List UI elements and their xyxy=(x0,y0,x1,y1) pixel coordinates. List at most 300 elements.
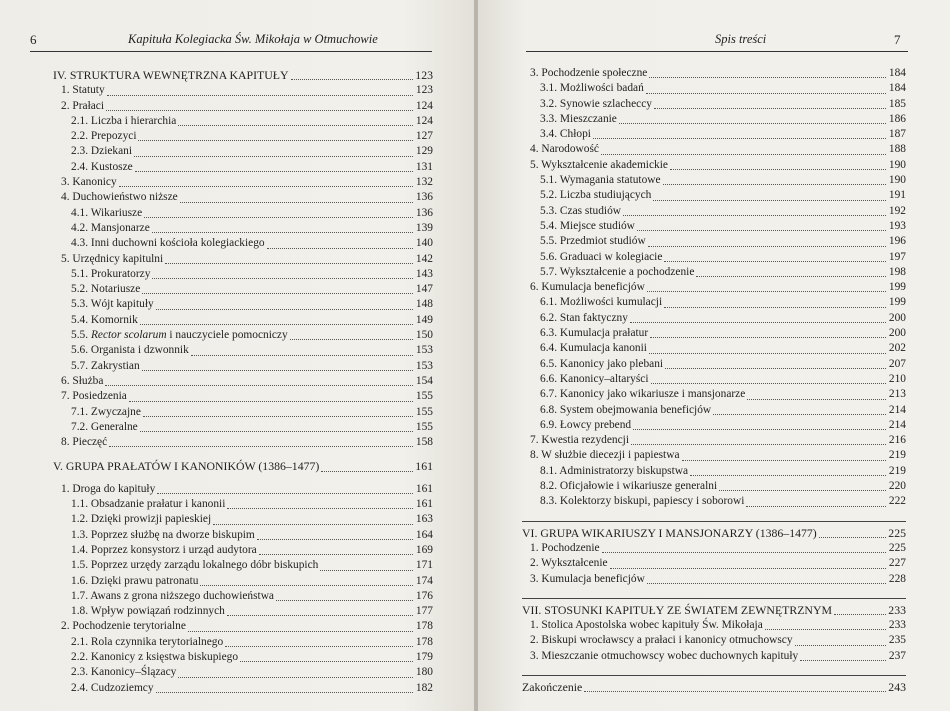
toc-page-number: 192 xyxy=(888,204,906,217)
dot-leader xyxy=(191,355,413,356)
toc-entry xyxy=(522,326,906,341)
toc-entry-label: 1.3. Poprzez służbę na dworze biskupim xyxy=(71,528,255,541)
toc-page-number: 220 xyxy=(888,480,906,493)
left-page xyxy=(0,0,474,711)
dot-leader xyxy=(647,291,886,292)
toc-page-number: 222 xyxy=(888,495,906,508)
toc-spacer xyxy=(522,510,906,519)
toc-page-number: 184 xyxy=(888,67,906,79)
dot-leader xyxy=(719,490,886,491)
dot-leader xyxy=(646,93,886,94)
toc-section-entry xyxy=(522,526,906,541)
toc-page-number: 161 xyxy=(415,459,433,474)
dot-leader xyxy=(178,677,413,678)
toc-entry xyxy=(522,204,906,219)
dot-leader xyxy=(795,645,886,646)
dot-leader xyxy=(834,614,886,615)
toc-entry-label: 7.2. Generalne xyxy=(71,420,138,433)
toc-entry xyxy=(53,482,433,497)
toc-page-number: 202 xyxy=(888,342,906,355)
toc-entry-label: 7.1. Zwyczajne xyxy=(71,405,141,418)
toc-entry-label-prefix: 5.5. xyxy=(71,329,91,342)
toc-entry xyxy=(522,127,906,142)
left-running-header xyxy=(0,32,474,50)
toc-entry xyxy=(53,635,433,650)
toc-entry-label: 6.3. Kumulacja prałatur xyxy=(540,327,649,340)
toc-entry xyxy=(522,66,906,81)
dot-leader xyxy=(152,278,413,279)
dot-leader xyxy=(227,615,413,616)
toc-spacer xyxy=(522,587,906,596)
dot-leader xyxy=(200,585,413,586)
toc-page-number: 132 xyxy=(415,176,433,189)
toc-page-number: 158 xyxy=(415,436,433,449)
toc-entry-label: 5.2. Liczba studiujących xyxy=(540,189,652,202)
right-running-header xyxy=(478,32,950,50)
toc-page-number: 153 xyxy=(415,344,433,357)
toc-entry xyxy=(522,112,906,127)
dot-leader xyxy=(142,370,413,371)
toc-entry xyxy=(53,282,433,297)
dot-leader xyxy=(584,691,886,692)
toc-entry xyxy=(522,265,906,280)
toc-entry xyxy=(522,250,906,265)
dot-leader xyxy=(213,524,413,525)
toc-entry xyxy=(53,528,433,543)
toc-entry-label: 5. Wykształcenie akademickie xyxy=(530,158,668,171)
toc-entry xyxy=(522,433,906,448)
dot-leader xyxy=(649,77,886,78)
toc-entry-label: 2.1. Liczba i hierarchia xyxy=(71,114,177,127)
dot-leader xyxy=(648,246,886,247)
dot-leader xyxy=(663,184,886,185)
toc-spacer xyxy=(53,450,433,459)
right-page xyxy=(478,0,950,711)
dot-leader xyxy=(690,475,886,476)
toc-entry-label: 5.6. Organista i dzwonnik xyxy=(71,344,189,357)
toc-entry-label: 6.4. Kumulacja kanonii xyxy=(540,342,647,355)
toc-entry xyxy=(53,83,433,98)
toc-page-number: 213 xyxy=(888,388,906,401)
toc-entry-label: 3. Kumulacja beneficjów xyxy=(530,572,645,585)
toc-entry-label: 8.3. Kolektorzy biskupi, papiescy i soborowi xyxy=(540,495,745,508)
toc-page-number: 178 xyxy=(415,620,433,633)
toc-page-number: 149 xyxy=(415,313,433,326)
toc-entry-label: 2. Pochodzenie terytorialne xyxy=(61,620,186,633)
dot-leader xyxy=(602,552,886,553)
toc-entry xyxy=(522,479,906,494)
toc-page-number: 123 xyxy=(415,68,433,82)
dot-leader xyxy=(682,460,886,461)
toc-page-number: 178 xyxy=(415,635,433,648)
dot-leader xyxy=(156,309,413,310)
toc-entry-label: 2. Prałaci xyxy=(61,99,105,112)
toc-entry xyxy=(53,267,433,282)
toc-page-number: 200 xyxy=(888,327,906,340)
dot-leader xyxy=(144,217,413,218)
toc-entry-label: 3. Mieszczanie otmuchowscy wobec duchownych kapituły xyxy=(530,649,799,662)
toc-entry-label: 2.2. Kanonicy z księstwa biskupiego xyxy=(71,650,239,663)
toc-entry-label: 1.4. Poprzez konsystorz i urząd audytora xyxy=(71,543,257,556)
toc-page-number: 225 xyxy=(888,525,906,540)
dot-leader xyxy=(321,471,413,472)
dot-leader xyxy=(610,568,886,569)
toc-entry-label: 5.7. Wykształcenie a pochodzenie xyxy=(540,265,695,278)
toc-entry-label: 2.1. Rola czynnika terytorialnego xyxy=(71,635,224,648)
toc-entry-label: 2. Wykształcenie xyxy=(530,557,608,570)
toc-page-number: 147 xyxy=(415,283,433,296)
toc-page-number: 214 xyxy=(888,403,906,416)
toc-entry-label: 8.1. Administratorzy biskupstwa xyxy=(540,464,689,477)
toc-page-number: 136 xyxy=(415,191,433,204)
dot-leader xyxy=(180,202,413,203)
dot-leader xyxy=(630,322,886,323)
dot-leader xyxy=(650,337,886,338)
toc-entry xyxy=(53,313,433,328)
toc-entry-label: IV. STRUKTURA WEWNĘTRZNA KAPITUŁY xyxy=(53,68,289,82)
toc-entry xyxy=(522,234,906,249)
toc-page-number: 142 xyxy=(415,252,433,265)
toc-entry xyxy=(53,389,433,404)
toc-entry-label: 1. Pochodzenie xyxy=(530,541,600,554)
toc-entry-label: 6.9. Łowcy prebend xyxy=(540,418,632,431)
toc-entry-label: 1.7. Awans z grona niższego duchowieństwa xyxy=(71,589,274,602)
toc-entry-label: 8. W służbie diecezji i papiestwa xyxy=(530,449,680,462)
dot-leader xyxy=(819,537,886,538)
toc-entry-label: 6.6. Kanonicy–altaryści xyxy=(540,372,649,385)
dot-leader xyxy=(651,383,887,384)
toc-entry xyxy=(53,160,433,175)
toc-entry xyxy=(53,589,433,604)
toc-entry xyxy=(53,236,433,251)
toc-entry-label: 1. Statuty xyxy=(61,84,105,97)
toc-entry xyxy=(522,219,906,234)
toc-page-number: 131 xyxy=(415,160,433,173)
toc-page-number: 190 xyxy=(888,158,906,171)
toc-entry xyxy=(53,619,433,634)
toc-entry xyxy=(53,512,433,527)
toc-spacer xyxy=(53,475,433,482)
toc-section-entry xyxy=(522,603,906,618)
toc-entry-label: 4. Duchowieństwo niższe xyxy=(61,191,178,204)
toc-page-number: 129 xyxy=(415,145,433,158)
toc-entry xyxy=(53,297,433,312)
toc-section-entry xyxy=(522,680,906,695)
section-divider xyxy=(522,675,906,676)
toc-entry-label: 5.7. Zakrystian xyxy=(71,359,140,372)
toc-entry xyxy=(53,144,433,159)
dot-leader xyxy=(119,186,413,187)
dot-leader xyxy=(225,646,413,647)
toc-page-number: 216 xyxy=(888,434,906,447)
toc-entry xyxy=(522,295,906,310)
dot-leader xyxy=(259,554,413,555)
toc-entry-label: 5.3. Czas studiów xyxy=(540,204,621,217)
toc-entry-label: 1. Stolica Apostolska wobec kapituły Św. Mikołaja xyxy=(530,619,763,632)
toc-page-number: 185 xyxy=(888,97,906,110)
toc-page-number: 186 xyxy=(888,112,906,125)
dot-leader xyxy=(747,399,886,400)
dot-leader xyxy=(746,506,886,507)
toc-entry xyxy=(522,97,906,112)
toc-page-number: 227 xyxy=(888,557,906,570)
dot-leader xyxy=(140,324,413,325)
dot-leader xyxy=(765,629,886,630)
dot-leader xyxy=(152,232,413,233)
toc-page-number: 196 xyxy=(888,235,906,248)
toc-entry-label: 2. Biskupi wrocławscy a prałaci i kanonicy otmuchowscy xyxy=(530,634,793,647)
toc-page-number: 136 xyxy=(415,206,433,219)
toc-entry xyxy=(522,633,906,648)
toc-spacer xyxy=(522,664,906,673)
toc-entry-label: 4. Narodowość xyxy=(530,143,599,156)
toc-page-number: 214 xyxy=(888,418,906,431)
toc-page-number: 184 xyxy=(888,82,906,95)
toc-page-number: 148 xyxy=(415,298,433,311)
toc-page-number: 155 xyxy=(415,390,433,403)
toc-page-number: 140 xyxy=(415,237,433,250)
dot-leader xyxy=(257,539,413,540)
toc-page-number: 233 xyxy=(888,619,906,632)
dot-leader xyxy=(240,661,413,662)
toc-entry-label: 5.1. Wymagania statutowe xyxy=(540,174,661,187)
toc-entry xyxy=(522,403,906,418)
dot-leader xyxy=(647,583,886,584)
toc-page-number: 155 xyxy=(415,405,433,418)
toc-page-number: 190 xyxy=(888,174,906,187)
toc-page-number: 153 xyxy=(415,359,433,372)
toc-entry-label: Zakończenie xyxy=(522,679,583,694)
toc-entry-label: 5.6. Graduaci w kolegiacie xyxy=(540,250,663,263)
toc-page-number: 139 xyxy=(415,221,433,234)
toc-entry xyxy=(53,374,433,389)
toc-page-number: 164 xyxy=(415,528,433,541)
toc-page-number: 155 xyxy=(415,420,433,433)
toc-entry-label: 6.2. Stan faktyczny xyxy=(540,311,628,324)
toc-entry-label-italic: Rector scolarum xyxy=(90,329,167,342)
toc-entry-label: VII. STOSUNKI KAPITUŁY ZE ŚWIATEM ZEWNĘTRZNYM xyxy=(522,602,832,617)
dot-leader xyxy=(291,79,414,80)
dot-leader xyxy=(140,431,413,432)
page-number: 7 xyxy=(894,32,901,47)
toc-entry xyxy=(522,188,906,203)
toc-entry xyxy=(522,81,906,96)
dot-leader xyxy=(157,493,413,494)
toc-entry xyxy=(522,556,906,571)
toc-page-number: 176 xyxy=(415,589,433,602)
dot-leader xyxy=(188,631,413,632)
toc-entry-label: 2.3. Dziekani xyxy=(71,145,133,158)
toc-page-number: 161 xyxy=(415,482,433,495)
dot-leader xyxy=(665,368,886,369)
toc-page-number: 154 xyxy=(415,374,433,387)
toc-entry xyxy=(522,158,906,173)
toc-section-entry xyxy=(53,459,433,474)
toc-page-number: 199 xyxy=(888,296,906,309)
toc-page-number: 127 xyxy=(415,130,433,143)
toc-entry xyxy=(522,464,906,479)
dot-leader xyxy=(800,660,886,661)
toc-page-number: 171 xyxy=(415,559,433,572)
toc-page-number: 187 xyxy=(888,128,906,141)
toc-entry xyxy=(522,142,906,157)
dot-leader xyxy=(138,140,413,141)
toc-page-number: 228 xyxy=(888,572,906,585)
toc-page-number: 180 xyxy=(415,666,433,679)
dot-leader xyxy=(696,276,886,277)
dot-leader xyxy=(276,600,413,601)
toc-entry xyxy=(53,574,433,589)
table-of-contents-left xyxy=(53,68,433,696)
toc-entry xyxy=(53,206,433,221)
dot-leader xyxy=(320,570,413,571)
toc-entry-label: 5. Urzędnicy kapitulni xyxy=(61,252,164,265)
dot-leader xyxy=(106,110,413,111)
toc-page-number: 124 xyxy=(415,114,433,127)
toc-entry-label: 3. Pochodzenie społeczne xyxy=(530,67,648,79)
toc-entry-label: 8.2. Oficjałowie i wikariusze generalni xyxy=(540,480,718,493)
dot-leader xyxy=(165,263,413,264)
toc-entry xyxy=(522,541,906,556)
toc-entry xyxy=(522,448,906,463)
toc-page-number: 182 xyxy=(415,681,433,694)
header-rule xyxy=(526,51,908,52)
toc-entry-label: 7. Kwestia rezydencji xyxy=(530,434,629,447)
toc-page-number: 219 xyxy=(888,449,906,462)
toc-entry-label: 3.1. Możliwości badań xyxy=(540,82,644,95)
running-title: Spis treści xyxy=(715,32,767,46)
toc-entry xyxy=(53,604,433,619)
dot-leader xyxy=(156,692,413,693)
toc-page-number: 124 xyxy=(415,99,433,112)
dot-leader xyxy=(143,416,413,417)
toc-page-number: 199 xyxy=(888,281,906,294)
toc-page-number: 233 xyxy=(888,602,906,617)
toc-entry xyxy=(522,173,906,188)
toc-entry xyxy=(522,357,906,372)
toc-entry-label: 6.8. System obejmowania beneficjów xyxy=(540,403,712,416)
toc-entry xyxy=(522,572,906,587)
toc-entry xyxy=(53,252,433,267)
toc-entry-label: 5.2. Notariusze xyxy=(71,283,141,296)
toc-section-entry xyxy=(53,68,433,83)
toc-entry-label: 7. Posiedzenia xyxy=(61,390,127,403)
dot-leader xyxy=(623,215,886,216)
toc-page-number: 191 xyxy=(888,189,906,202)
toc-page-number: 235 xyxy=(888,634,906,647)
dot-leader xyxy=(290,339,413,340)
section-divider xyxy=(522,598,906,599)
dot-leader xyxy=(105,385,413,386)
dot-leader xyxy=(601,154,886,155)
toc-page-number: 177 xyxy=(415,605,433,618)
dot-leader xyxy=(109,446,413,447)
toc-entry-label: V. GRUPA PRAŁATÓW I KANONIKÓW (1386–1477) xyxy=(53,459,320,474)
toc-entry xyxy=(53,221,433,236)
toc-entry xyxy=(522,341,906,356)
toc-entry-label: 6.7. Kanonicy jako wikariusze i mansjonarze xyxy=(540,388,746,401)
dot-leader xyxy=(654,108,886,109)
toc-page-number: 200 xyxy=(888,311,906,324)
dot-leader xyxy=(142,293,413,294)
toc-entry-label: 3. Kanonicy xyxy=(61,176,117,189)
toc-entry-label: 1. Droga do kapituły xyxy=(61,482,156,495)
toc-page-number: 237 xyxy=(888,649,906,662)
dot-leader xyxy=(619,123,886,124)
dot-leader xyxy=(670,169,886,170)
toc-entry-label: 1.8. Wpływ powiązań rodzinnych xyxy=(71,605,225,618)
toc-entry-label xyxy=(71,328,288,343)
dot-leader xyxy=(633,429,886,430)
dot-leader xyxy=(653,200,886,201)
dot-leader xyxy=(593,138,886,139)
toc-entry-label: 4.1. Wikariusze xyxy=(71,206,143,219)
toc-entry-label: 6.5. Kanonicy jako plebani xyxy=(540,357,664,370)
section-divider xyxy=(522,521,906,522)
toc-entry xyxy=(53,435,433,450)
toc-page-number: 174 xyxy=(415,574,433,587)
toc-page-number: 219 xyxy=(888,464,906,477)
dot-leader xyxy=(129,401,413,402)
toc-entry xyxy=(522,418,906,433)
toc-page-number: 123 xyxy=(415,84,433,97)
toc-entry xyxy=(522,387,906,402)
dot-leader xyxy=(267,248,413,249)
toc-entry xyxy=(53,114,433,129)
header-rule xyxy=(30,51,432,52)
dot-leader xyxy=(631,444,886,445)
dot-leader xyxy=(135,171,413,172)
toc-page-number: 169 xyxy=(415,543,433,556)
toc-entry xyxy=(522,280,906,295)
toc-entry-label: 6. Kumulacja beneficjów xyxy=(530,281,645,294)
toc-entry-label: 5.3. Wójt kapituły xyxy=(71,298,154,311)
toc-entry-label-suffix: i nauczyciele pomocniczy xyxy=(166,329,288,342)
toc-entry-label: 3.3. Mieszczanie xyxy=(540,112,617,125)
toc-entry-label: 3.2. Synowie szlacheccy xyxy=(540,97,652,110)
dot-leader xyxy=(134,156,413,157)
toc-entry xyxy=(53,681,433,696)
toc-entry xyxy=(53,328,433,343)
toc-page-number: 188 xyxy=(888,143,906,156)
toc-page-number: 210 xyxy=(888,372,906,385)
dot-leader xyxy=(649,353,886,354)
toc-entry xyxy=(53,359,433,374)
toc-entry-label: 5.1. Prokuratorzy xyxy=(71,267,151,280)
toc-entry-label: 4.2. Mansjonarze xyxy=(71,221,150,234)
toc-page-number: 161 xyxy=(415,498,433,511)
page-number: 6 xyxy=(30,32,37,47)
toc-entry-label: 6. Służba xyxy=(61,374,104,387)
toc-entry-label: 3.4. Chłopi xyxy=(540,128,591,141)
toc-entry-label: 2.4. Cudzoziemcy xyxy=(71,681,154,694)
toc-entry xyxy=(522,494,906,509)
toc-entry xyxy=(53,99,433,114)
toc-page-number: 198 xyxy=(888,265,906,278)
dot-leader xyxy=(107,95,413,96)
toc-entry xyxy=(53,405,433,420)
toc-entry-label: 5.5. Przedmiot studiów xyxy=(540,235,646,248)
toc-entry-label: 5.4. Miejsce studiów xyxy=(540,219,635,232)
toc-page-number: 150 xyxy=(415,329,433,342)
toc-page-number: 197 xyxy=(888,250,906,263)
toc-entry xyxy=(522,372,906,387)
toc-entry xyxy=(522,618,906,633)
toc-entry xyxy=(53,343,433,358)
table-of-contents-right xyxy=(522,66,906,695)
toc-entry xyxy=(53,190,433,205)
toc-entry-label: 6.1. Możliwości kumulacji xyxy=(540,296,663,309)
